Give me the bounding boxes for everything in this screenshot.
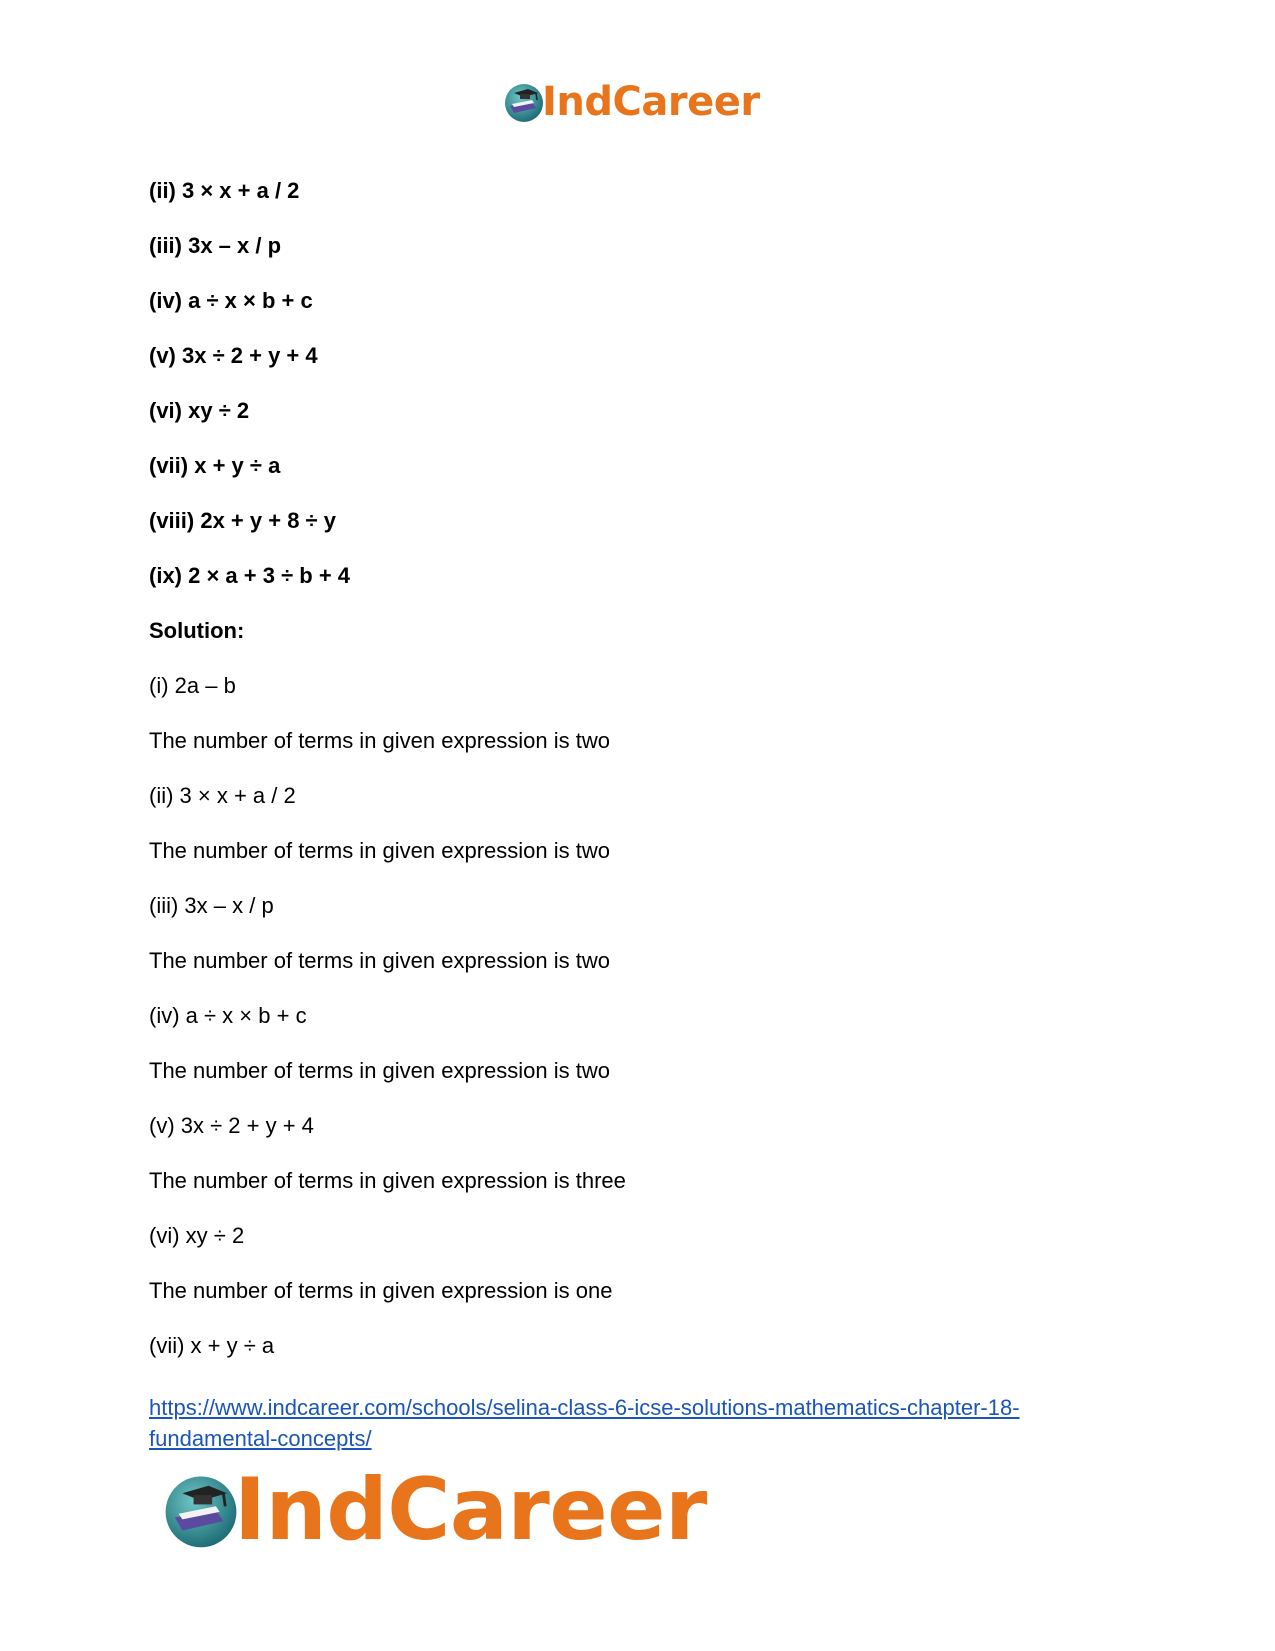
source-link[interactable]: https://www.indcareer.com/schools/selina-class-6-icse-solutions-mathematics-chapter-18-fundamental-concepts/ <box>149 1395 1020 1451</box>
question-item: (viii) 2x + y + 8 ÷ y <box>149 508 336 533</box>
solution-line: (v) 3x ÷ 2 + y + 4 <box>149 1113 314 1138</box>
solution-line: (vii) x + y ÷ a <box>149 1333 275 1358</box>
solution-line: (vi) xy ÷ 2 <box>149 1223 245 1248</box>
question-item: (vi) xy ÷ 2 <box>149 398 250 423</box>
solution-line: The number of terms in given expression is one <box>149 1278 613 1303</box>
solution-line: The number of terms in given expression is two <box>149 948 610 973</box>
question-item: (iv) a ÷ x × b + c <box>149 288 313 313</box>
solution-line: (i) 2a – b <box>149 673 236 698</box>
solution-line: The number of terms in given expression is two <box>149 838 610 863</box>
solution-line: (iii) 3x – x / p <box>149 893 274 918</box>
footer-logo <box>160 1460 707 1560</box>
logo-wordmark: IndCareer <box>234 1460 707 1560</box>
solution-heading: Solution: <box>149 618 245 643</box>
solution-line: (ii) 3 × x + a / 2 <box>149 783 296 808</box>
question-item: (iii) 3x – x / p <box>149 233 282 258</box>
question-item: (v) 3x ÷ 2 + y + 4 <box>149 343 318 368</box>
solution-line: The number of terms in given expression is two <box>149 728 610 753</box>
question-item: (ii) 3 × x + a / 2 <box>149 178 300 203</box>
solution-line: The number of terms in given expression is two <box>149 1058 610 1083</box>
header-logo <box>502 80 760 124</box>
solution-line: The number of terms in given expression is three <box>149 1168 626 1193</box>
question-item: (vii) x + y ÷ a <box>149 453 281 478</box>
logo-wordmark: IndCareer <box>542 79 760 125</box>
globe-book-icon <box>502 80 546 124</box>
globe-book-icon <box>160 1469 242 1551</box>
solution-line: (iv) a ÷ x × b + c <box>149 1003 307 1028</box>
question-item: (ix) 2 × a + 3 ÷ b + 4 <box>149 563 351 588</box>
